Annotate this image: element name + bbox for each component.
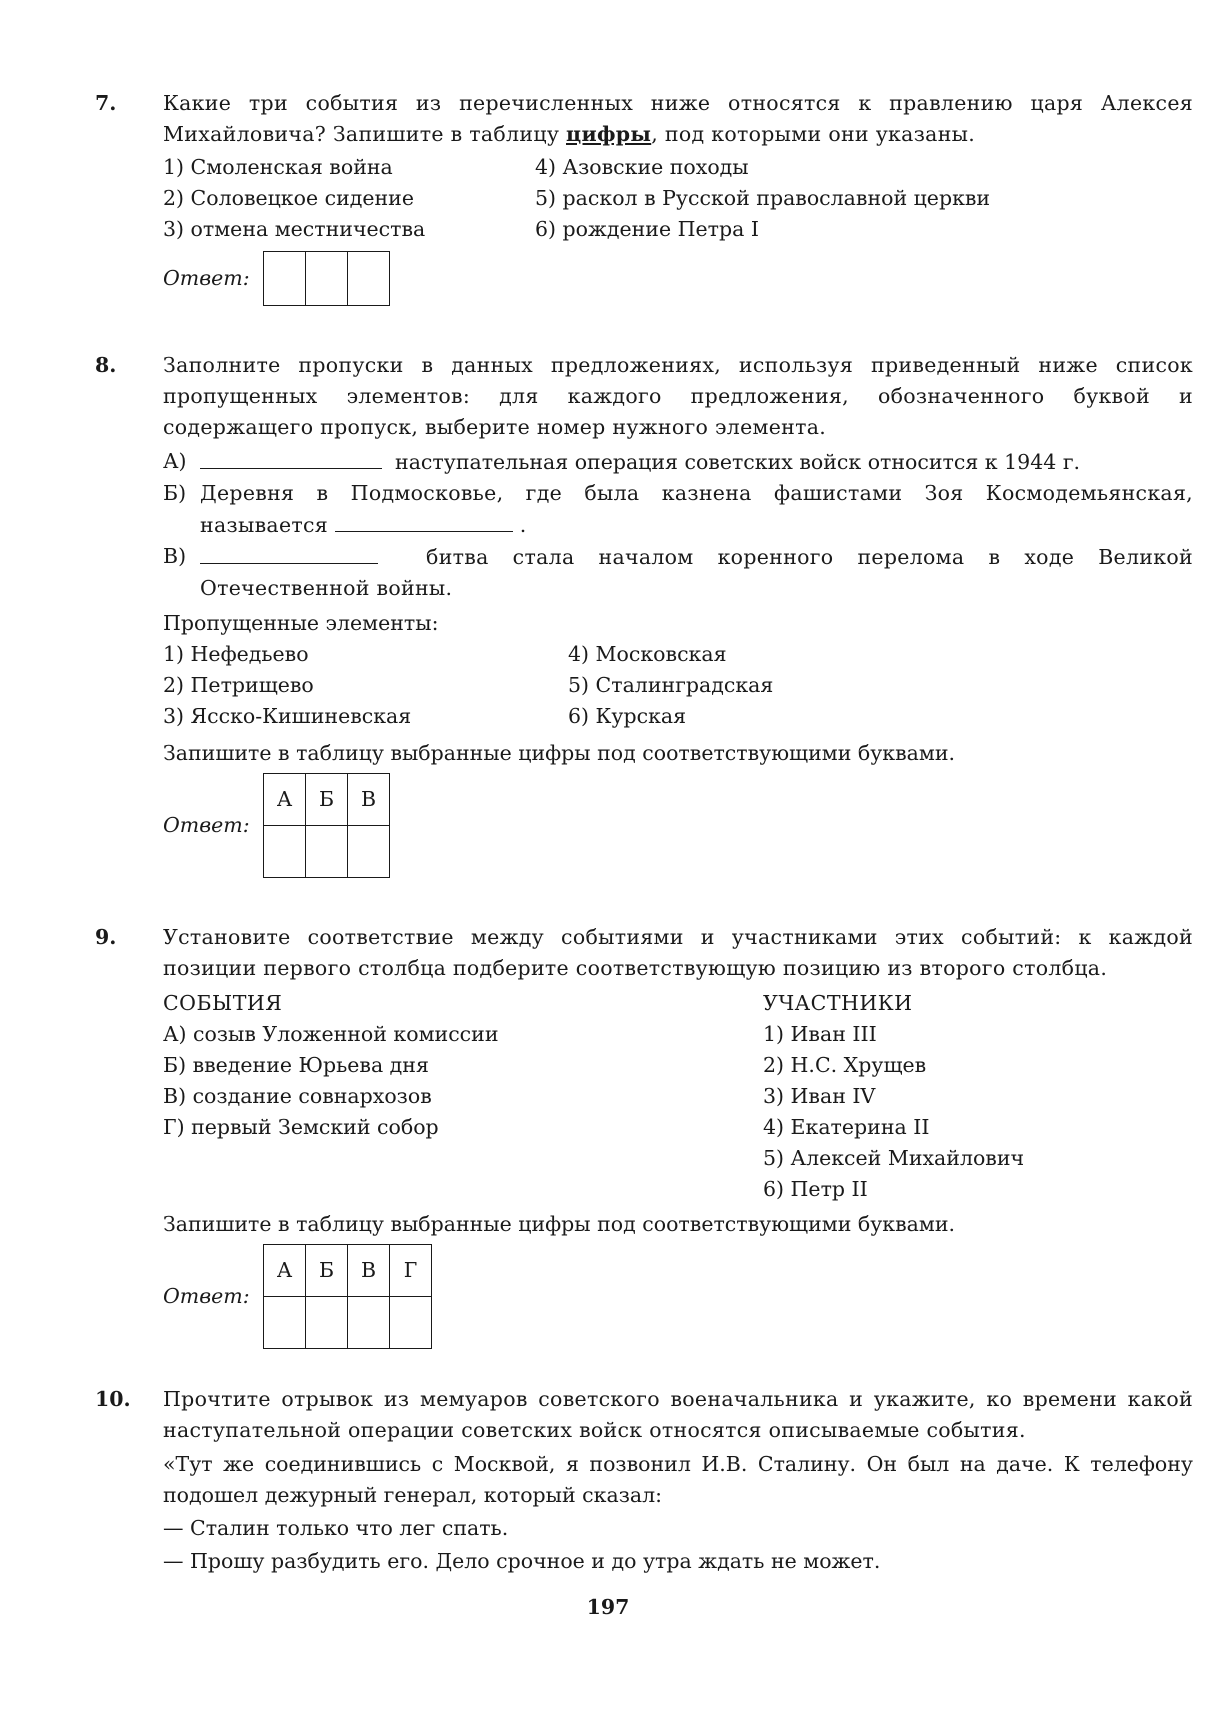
answer-table <box>263 773 390 878</box>
table-header-cell: В <box>348 1245 390 1297</box>
answer-cell[interactable] <box>264 1297 306 1349</box>
sentence-letter: В) <box>163 544 187 568</box>
option: 2) Петрищево <box>163 673 314 697</box>
question-text: Установите соответствие между событиями и участниками этих событий: к каждой позиции первого столбца подберите соответствующую позицию из второго столбца. <box>163 925 1193 980</box>
answer-cell[interactable] <box>264 252 306 306</box>
event-item: Г) первый Земский собор <box>163 1115 439 1139</box>
table-header-cell: Г <box>390 1245 432 1297</box>
answer-table <box>263 251 390 306</box>
sentence-letter: А) <box>163 449 187 473</box>
answer-cell[interactable] <box>348 252 390 306</box>
answer-cell[interactable] <box>348 1297 390 1349</box>
elements-heading: Пропущенные элементы: <box>163 611 439 635</box>
option: 5) Сталинградская <box>568 673 774 697</box>
sentence-text: Деревня в Подмосковье, где была казнена фашистами Зоя Космодемьянская, называется <box>200 481 1193 537</box>
events-column <box>163 988 763 1205</box>
blank-line <box>335 509 513 532</box>
question-text: Прочтите отрывок из мемуаров советского военачальника и укажите, ко времени какой наступательной операции советских войск относятся описываемые события. <box>163 1387 1193 1442</box>
answer-label: Ответ: <box>163 1284 250 1308</box>
sentence-text: битва стала началом коренного перелома в ходе Великой Отечественной войны. <box>200 545 1193 600</box>
sentence-a <box>163 446 1193 478</box>
participants-column <box>763 988 1183 1205</box>
option: 5) раскол в Русской православной церкви <box>535 186 991 210</box>
participant-item: 1) Иван III <box>763 1022 877 1046</box>
event-item: В) создание совнархозов <box>163 1084 432 1108</box>
answer-area <box>163 773 1193 878</box>
answer-cell[interactable] <box>348 826 390 878</box>
answer-label: Ответ: <box>163 813 250 837</box>
participant-item: 5) Алексей Михайлович <box>763 1146 1025 1170</box>
question-text: Какие три события из перечисленных ниже относятся к правлению царя Алексея Михайловича? Запишите в таблицу цифры, под которыми они указаны. <box>163 91 1193 146</box>
blank-line <box>200 446 382 469</box>
option: 1) Смоленская война <box>163 155 393 179</box>
answer-cell[interactable] <box>306 252 348 306</box>
memoir-quote-line: — Сталин только что лег спать. <box>163 1516 509 1540</box>
question-8 <box>95 350 1193 878</box>
table-instruction: Запишите в таблицу выбранные цифры под соответствующими буквами. <box>163 741 956 765</box>
answer-cell[interactable] <box>306 826 348 878</box>
option: 3) отмена местничества <box>163 217 426 241</box>
participants-heading: УЧАСТНИКИ <box>763 991 913 1015</box>
question-text: Заполните пропуски в данных предложениях, используя приведенный ниже список пропущенных элементов: для каждого предложения, обозначенного буквой и содержащего пропуск, выберите номер нужного элемента. <box>163 353 1193 439</box>
sentence-letter: Б) <box>163 481 187 505</box>
table-header-cell: А <box>264 774 306 826</box>
answer-table <box>263 1244 432 1349</box>
option: 4) Московская <box>568 642 727 666</box>
table-header-cell: Б <box>306 774 348 826</box>
question-9 <box>95 922 1193 1349</box>
blank-line <box>200 541 378 564</box>
event-item: Б) введение Юрьева дня <box>163 1053 429 1077</box>
participant-item: 6) Петр II <box>763 1177 868 1201</box>
options <box>163 152 1193 245</box>
table-header-cell: А <box>264 1245 306 1297</box>
option: 2) Соловецкое сидение <box>163 186 414 210</box>
question-number: 7. <box>95 91 117 115</box>
options <box>163 639 1193 732</box>
question-number: 9. <box>95 925 117 949</box>
question-number: 8. <box>95 353 117 377</box>
participant-item: 3) Иван IV <box>763 1084 876 1108</box>
answer-label: Ответ: <box>163 266 250 290</box>
sentence-b: Б) Деревня в Подмосковье, где была казнена фашистами Зоя Космодемьянская, называется . <box>163 478 1193 541</box>
option: 3) Ясско-Кишиневская <box>163 704 412 728</box>
answer-area <box>163 251 1193 306</box>
question-number: 10. <box>95 1387 131 1411</box>
sentence-text: наступательная операция советских войск относится к 1944 г. <box>395 450 1081 474</box>
answer-cell[interactable] <box>390 1297 432 1349</box>
participant-item: 2) Н.С. Хрущев <box>763 1053 927 1077</box>
table-header-cell: В <box>348 774 390 826</box>
table-header-cell: Б <box>306 1245 348 1297</box>
memoir-quote: «Тут же соединившись с Москвой, я позвонил И.В. Сталину. Он был на даче. К телефону подошел дежурный генерал, который сказал: <box>163 1452 1193 1507</box>
answer-area <box>163 1244 1193 1349</box>
memoir-quote-line: — Прошу разбудить его. Дело срочное и до утра ждать не может. <box>163 1549 881 1573</box>
answer-cell[interactable] <box>306 1297 348 1349</box>
sentence-v <box>163 541 1193 604</box>
option: 4) Азовские походы <box>535 155 749 179</box>
answer-cell[interactable] <box>264 826 306 878</box>
matching-columns <box>163 988 1193 1205</box>
question-7 <box>95 88 1193 306</box>
option: 6) Курская <box>568 704 687 728</box>
event-item: А) созыв Уложенной комиссии <box>163 1022 499 1046</box>
option: 6) рождение Петра I <box>535 217 759 241</box>
question-10 <box>95 1384 1193 1577</box>
table-instruction: Запишите в таблицу выбранные цифры под соответствующими буквами. <box>163 1212 956 1236</box>
participant-item: 4) Екатерина II <box>763 1115 930 1139</box>
option: 1) Нефедьево <box>163 642 309 666</box>
events-heading: СОБЫТИЯ <box>163 991 283 1015</box>
page-number: 197 <box>586 1595 630 1619</box>
